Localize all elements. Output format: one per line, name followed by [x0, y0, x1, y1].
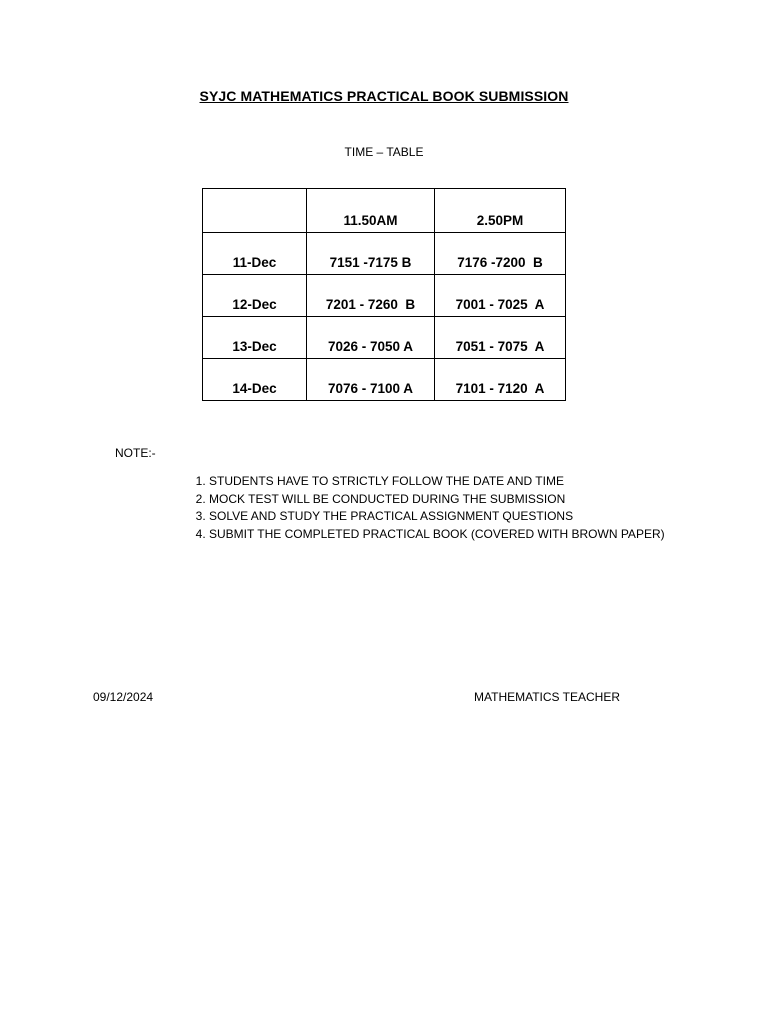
- roll-range-cell: 7026 - 7050 A: [307, 317, 435, 359]
- timetable: [202, 188, 566, 401]
- header-cell-empty: [203, 189, 307, 233]
- list-item: 2. MOCK TEST WILL BE CONDUCTED DURING THE SUBMISSION: [209, 491, 665, 509]
- signature: MATHEMATICS TEACHER: [474, 690, 621, 704]
- list-item: 3. SOLVE AND STUDY THE PRACTICAL ASSIGNMENT QUESTIONS: [209, 508, 665, 526]
- date-cell: 12-Dec: [203, 275, 307, 317]
- table-row: [203, 359, 566, 401]
- roll-range-cell: 7201 - 7260 B: [307, 275, 435, 317]
- roll-range-cell: 7101 - 7120 A: [435, 359, 566, 401]
- roll-range-cell: 7076 - 7100 A: [307, 359, 435, 401]
- document-subtitle: TIME – TABLE: [344, 145, 424, 159]
- note-label: NOTE:-: [115, 446, 156, 460]
- roll-range-cell: 7051 - 7075 A: [435, 317, 566, 359]
- list-item: 4. SUBMIT THE COMPLETED PRACTICAL BOOK (COVERED WITH BROWN PAPER): [209, 526, 665, 544]
- header-cell-morning: 11.50AM: [307, 189, 435, 233]
- date-cell: 11-Dec: [203, 233, 307, 275]
- notes-list: [170, 473, 665, 543]
- roll-range-cell: 7151 -7175 B: [307, 233, 435, 275]
- table-row: [203, 233, 566, 275]
- date-cell: 14-Dec: [203, 359, 307, 401]
- timetable-header-row: [203, 189, 566, 233]
- header-cell-afternoon: 2.50PM: [435, 189, 566, 233]
- document-date: 09/12/2024: [93, 690, 154, 704]
- date-cell: 13-Dec: [203, 317, 307, 359]
- table-row: [203, 275, 566, 317]
- list-item: 1. STUDENTS HAVE TO STRICTLY FOLLOW THE DATE AND TIME: [209, 473, 665, 491]
- table-row: [203, 317, 566, 359]
- roll-range-cell: 7176 -7200 B: [435, 233, 566, 275]
- roll-range-cell: 7001 - 7025 A: [435, 275, 566, 317]
- document-title: SYJC MATHEMATICS PRACTICAL BOOK SUBMISSION: [199, 88, 569, 104]
